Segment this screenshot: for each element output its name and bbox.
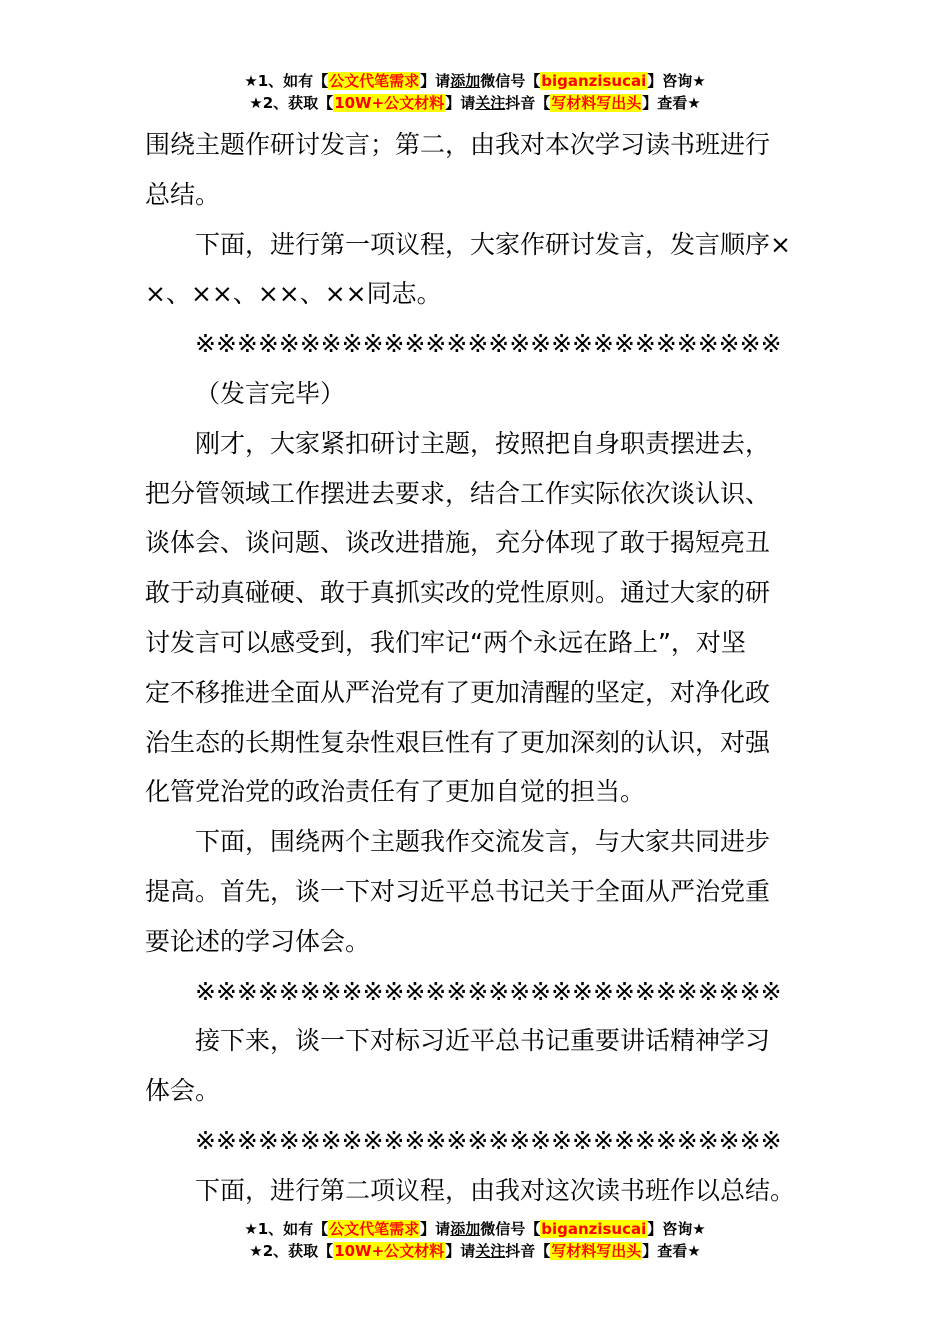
highlighted-text: 10W+公文材料 <box>334 1242 445 1260</box>
paragraph-line: 治生态的长期性复杂性艰巨性有了更加深刻的认识，对强 <box>145 727 771 757</box>
underlined-text: 关注 <box>475 1242 506 1260</box>
paragraph-line: 总结。 <box>145 179 221 209</box>
underlined-text: 添加 <box>450 1220 481 1238</box>
highlighted-text: biganzisucai <box>541 72 647 90</box>
banner-text: 】咨询★ <box>647 1220 706 1238</box>
paragraph-line: 把分管领域工作摆进去要求，结合工作实际依次谈认识、 <box>145 478 771 508</box>
paragraph-line: 体会。 <box>145 1076 221 1106</box>
banner-line-1 <box>0 70 950 92</box>
banner-text: 】咨询★ <box>647 72 706 90</box>
paragraph-line: 讨发言可以感受到，我们牢记“两个永远在路上”，对坚 <box>145 627 746 657</box>
paragraph-line: 定不移推进全面从严治党有了更加清醒的坚定，对净化政 <box>145 677 771 707</box>
footer-banner <box>0 1218 950 1262</box>
highlighted-text: biganzisucai <box>541 1220 647 1238</box>
banner-text: 抖音【 <box>505 1242 551 1260</box>
highlighted-text: 10W+公文材料 <box>334 94 445 112</box>
banner-text: ★2、获取【 <box>249 94 334 112</box>
paragraph-line: 提高。首先，谈一下对习近平总书记关于全面从严治党重 <box>145 876 771 906</box>
banner-line-1 <box>0 1218 950 1240</box>
banner-text: ★2、获取【 <box>249 1242 334 1260</box>
banner-text: 微信号【 <box>480 1220 541 1238</box>
banner-text: 微信号【 <box>480 72 541 90</box>
header-banner <box>0 70 950 114</box>
banner-text: 】请 <box>445 1242 476 1260</box>
paragraph-line: 接下来，谈一下对标习近平总书记重要讲话精神学习 <box>195 1026 771 1056</box>
paragraph-line: 围绕主题作研讨发言；第二，由我对本次学习读书班进行 <box>145 130 771 159</box>
banner-line-2 <box>0 92 950 114</box>
highlighted-text: 写材料写出头 <box>551 1242 642 1260</box>
section-separator: ※※※※※※※※※※※※※※※※※※※※※※※※※※※※ <box>195 976 782 1006</box>
banner-text: 抖音【 <box>505 94 551 112</box>
paragraph-line: （发言完毕） <box>195 378 346 408</box>
section-separator: ※※※※※※※※※※※※※※※※※※※※※※※※※※※※ <box>195 329 782 359</box>
paragraph-line: 要论述的学习体会。 <box>145 926 371 956</box>
banner-text: 】请 <box>420 1220 451 1238</box>
paragraph-line: ×、××、××、××同志。 <box>145 279 442 309</box>
highlighted-text: 写材料写出头 <box>551 94 642 112</box>
underlined-text: 关注 <box>475 94 506 112</box>
paragraph-line: 化管党治党的政治责任有了更加自觉的担当。 <box>145 777 646 807</box>
section-separator: ※※※※※※※※※※※※※※※※※※※※※※※※※※※※ <box>195 1125 782 1155</box>
banner-text: 】查看★ <box>642 94 701 112</box>
highlighted-text: 公文代笔需求 <box>329 72 420 90</box>
paragraph-line: 下面，进行第一项议程，大家作研讨发言，发言顺序× <box>195 229 791 259</box>
paragraph-line: 谈体会、谈问题、谈改进措施，充分体现了敢于揭短亮丑 <box>145 528 771 558</box>
paragraph-line: 下面，进行第二项议程，由我对这次读书班作以总结。 <box>195 1175 796 1205</box>
underlined-text: 添加 <box>450 72 481 90</box>
paragraph-line: 下面，围绕两个主题我作交流发言，与大家共同进步 <box>195 827 771 857</box>
banner-text: 】查看★ <box>642 1242 701 1260</box>
banner-text: 】请 <box>445 94 476 112</box>
banner-line-2 <box>0 1240 950 1262</box>
highlighted-text: 公文代笔需求 <box>329 1220 420 1238</box>
document-body <box>145 120 810 1216</box>
banner-text: ★1、如有【 <box>244 72 329 90</box>
banner-text: 】请 <box>420 72 451 90</box>
banner-text: ★1、如有【 <box>244 1220 329 1238</box>
paragraph-line: 刚才，大家紧扣研讨主题，按照把自身职责摆进去， <box>195 428 771 458</box>
paragraph-line: 敢于动真碰硬、敢于真抓实改的党性原则。通过大家的研 <box>145 578 771 608</box>
